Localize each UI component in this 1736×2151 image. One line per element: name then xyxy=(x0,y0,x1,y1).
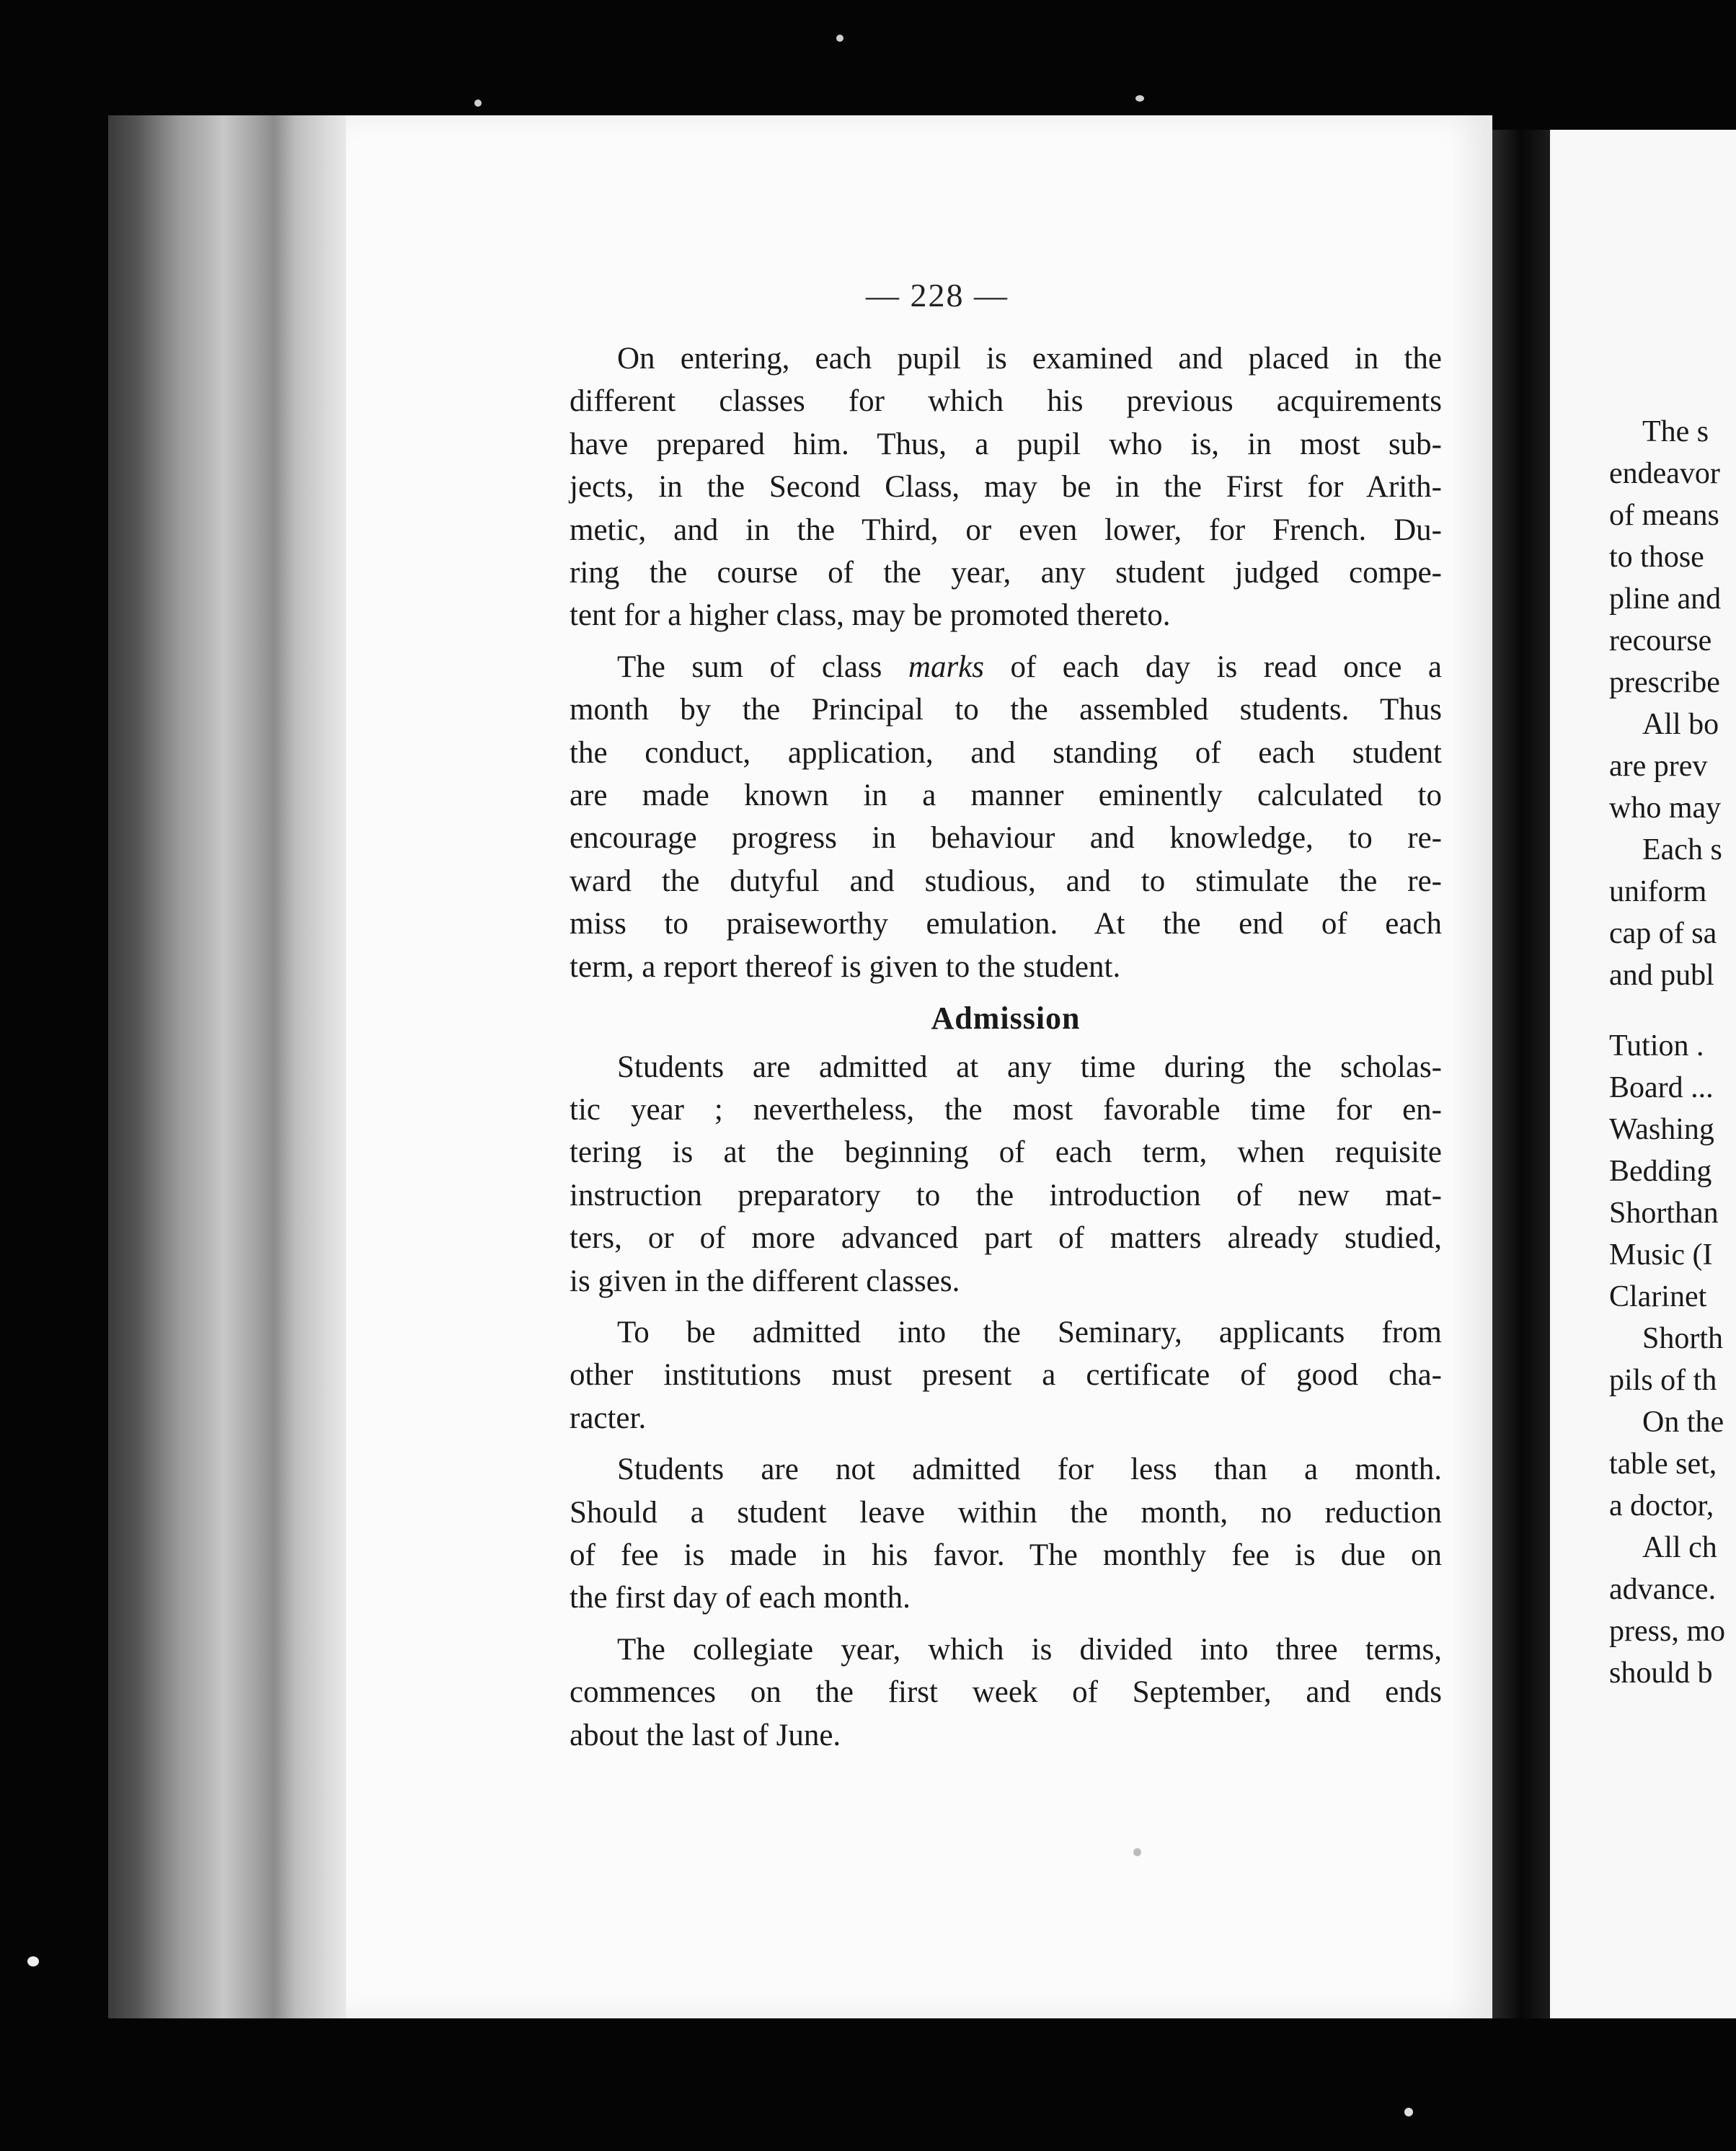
text-line: jects, in the Second Class, may be in the First for Arith- xyxy=(570,470,1442,505)
text-line: pline and xyxy=(1609,582,1722,616)
fee-item: Washing xyxy=(1609,1113,1714,1146)
emphasized-word: marks xyxy=(908,649,984,684)
text-line: Students are not admitted for less than a month. xyxy=(617,1453,1442,1487)
text-line: ward the dutyful and studious, and to stimulate the re- xyxy=(570,864,1442,898)
fee-item: Board ... xyxy=(1609,1071,1714,1104)
text-line: different classes for which his previous acquirements xyxy=(570,384,1442,419)
spacer xyxy=(1609,996,1736,1025)
text-line: Each s xyxy=(1642,833,1722,866)
text-line: month by the Principal to the assembled students. Thus xyxy=(570,693,1442,727)
text-line: The s xyxy=(1642,415,1709,448)
text-line: who may xyxy=(1609,791,1722,825)
text-line: To be admitted into the Seminary, applicants from xyxy=(617,1315,1442,1349)
text-line: Shorth xyxy=(1642,1322,1724,1355)
text-line: endeavor xyxy=(1609,457,1720,490)
text-line: On entering, each pupil is examined and placed in the xyxy=(617,342,1442,376)
text-line: The collegiate year, which is divided into three terms, xyxy=(617,1632,1442,1667)
paragraph xyxy=(570,1448,1442,1620)
text-line: recourse xyxy=(1609,624,1712,657)
text-line: about the last of June. xyxy=(570,1718,841,1752)
text-line: Should a student leave within the month, no reduction xyxy=(570,1495,1442,1530)
text-line: On the xyxy=(1642,1406,1724,1439)
text-line: and publ xyxy=(1609,959,1714,992)
text-line: tic year ; nevertheless, the most favorable time for en- xyxy=(570,1092,1442,1127)
text-line: to those xyxy=(1609,541,1704,574)
text-line: cap of sa xyxy=(1609,917,1717,950)
text-line: All bo xyxy=(1642,708,1719,741)
text-line: of fee is made in his favor. The monthly fee is due on xyxy=(570,1538,1442,1572)
text-line: press, mo xyxy=(1609,1615,1725,1648)
text-line: commences on the first week of September, and ends xyxy=(570,1675,1442,1710)
main-text-block xyxy=(570,337,1442,1765)
paragraph xyxy=(570,1046,1442,1303)
fee-item: Bedding xyxy=(1609,1155,1712,1188)
page-edges-stack xyxy=(108,115,346,2018)
text-line: ring the course of the year, any student judged compe- xyxy=(570,556,1442,590)
dust-speck xyxy=(474,99,482,107)
text-line: pils of th xyxy=(1609,1364,1717,1397)
text-line: uniform xyxy=(1609,875,1707,908)
text-line: The sum of class marks of each day is read once a xyxy=(617,649,1442,684)
text-line: Students are admitted at any time during the scholas- xyxy=(617,1050,1442,1084)
fee-item: Clarinet xyxy=(1609,1280,1707,1313)
page-number: — 228 — xyxy=(866,277,1009,314)
fee-item: Tution . xyxy=(1609,1029,1704,1063)
text-line: term, a report thereof is given to the student. xyxy=(570,949,1121,984)
text-line: are prev xyxy=(1609,750,1708,783)
text-line: table set, xyxy=(1609,1447,1717,1481)
text-line: instruction preparatory to the introduction of new mat- xyxy=(570,1178,1442,1212)
text-line: tent for a higher class, may be promoted thereto. xyxy=(570,598,1171,633)
dust-speck xyxy=(836,35,843,42)
paragraph xyxy=(570,337,1442,637)
text-line: racter. xyxy=(570,1401,647,1435)
fee-item: Music (I xyxy=(1609,1238,1713,1272)
dust-speck xyxy=(27,1956,39,1966)
paragraph xyxy=(570,1311,1442,1440)
text-line: is given in the different classes. xyxy=(570,1264,960,1298)
text-line: should b xyxy=(1609,1657,1713,1690)
dust-speck xyxy=(1135,95,1144,102)
text-line: of means xyxy=(1609,499,1719,532)
book-gutter xyxy=(1492,130,1550,2018)
text-line: a doctor, xyxy=(1609,1489,1714,1522)
text-line: the first day of each month. xyxy=(570,1581,911,1615)
text-line: prescribe xyxy=(1609,666,1720,699)
text-line: the conduct, application, and standing of each student xyxy=(570,735,1442,770)
text-line: tering is at the beginning of each term, when requisite xyxy=(570,1135,1442,1170)
dust-speck xyxy=(1404,2108,1413,2116)
fee-item: Shorthan xyxy=(1609,1197,1719,1230)
text-line: ters, or of more advanced part of matters already studied, xyxy=(570,1221,1442,1256)
text-line: encourage progress in behaviour and knowledge, to re- xyxy=(570,821,1442,856)
text-line: have prepared him. Thus, a pupil who is, in most sub- xyxy=(570,427,1442,461)
dust-speck xyxy=(1133,1848,1141,1856)
text-line: other institutions must present a certificate of good cha- xyxy=(570,1358,1442,1393)
right-page-text xyxy=(1609,411,1736,1694)
text-line: metic, and in the Third, or even lower, for French. Du- xyxy=(570,513,1442,547)
text-line: advance. xyxy=(1609,1573,1717,1606)
text-line: are made known in a manner eminently calculated to xyxy=(570,779,1442,813)
paragraph xyxy=(570,646,1442,988)
text-line: All ch xyxy=(1642,1531,1717,1564)
text-line: miss to praiseworthy emulation. At the end of each xyxy=(570,907,1442,941)
section-heading: Admission xyxy=(931,1001,1081,1037)
paragraph xyxy=(570,1628,1442,1757)
